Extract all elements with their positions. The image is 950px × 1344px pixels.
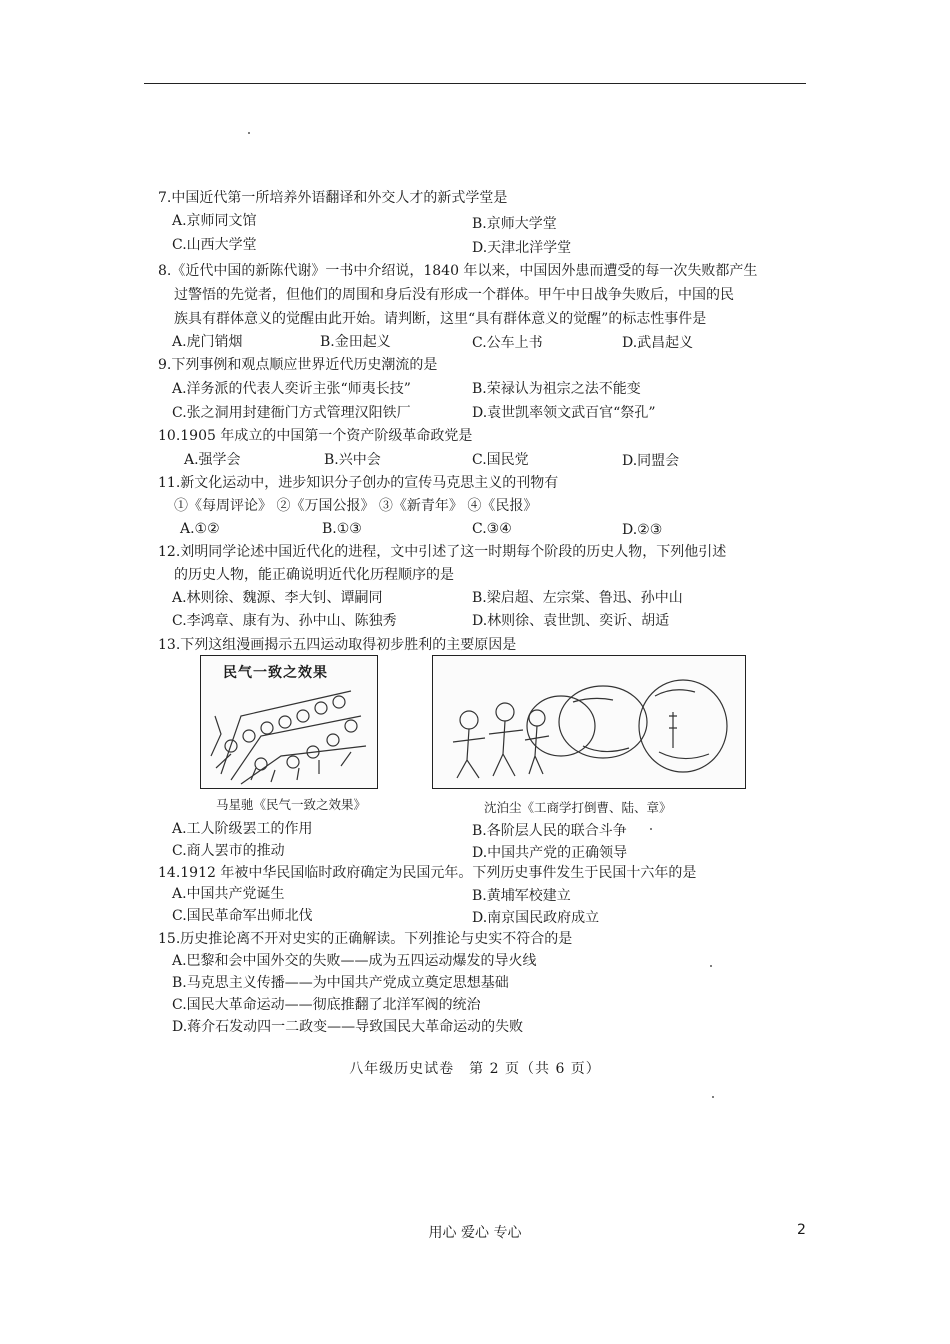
scan-speck bbox=[712, 1096, 714, 1098]
q13-option-a: A.工人阶级罢工的作用 bbox=[172, 821, 313, 837]
q9-option-a: A.洋务派的代表人奕䜣主张“师夷长技” bbox=[172, 381, 411, 397]
q8-option-d: D.武昌起义 bbox=[622, 335, 694, 351]
q11-option-d: D.②③ bbox=[622, 522, 663, 538]
q12-stem-line-2: 的历史人物，能正确说明近代化历程顺序的是 bbox=[174, 567, 454, 583]
q8-stem-line-1: 8.《近代中国的新陈代谢》一书中介绍说，1840 年以来，中国因外患而遭受的每一次失败都产生 bbox=[158, 263, 758, 279]
q12-option-b: B.梁启超、左宗棠、鲁迅、孙中山 bbox=[472, 590, 683, 606]
q12-option-d: D.林则徐、袁世凯、奕䜣、胡适 bbox=[472, 613, 670, 629]
q11-stem: 11.新文化运动中，进步知识分子创办的宣传马克思主义的刊物有 bbox=[158, 475, 559, 491]
q12-stem-line-1: 12.刘明同学论述中国近代化的进程，文中引述了这一时期每个阶段的历史人物，下列他引述 bbox=[158, 544, 727, 560]
q10-option-a: A.强学会 bbox=[184, 452, 241, 468]
q10-stem: 10.1905 年成立的中国第一个资产阶级革命政党是 bbox=[158, 428, 473, 444]
header-rule bbox=[144, 83, 806, 84]
q15-option-d: D.蒋介石发动四一二政变——导致国民大革命运动的失败 bbox=[172, 1019, 524, 1035]
q14-stem: 14.1912 年被中华民国临时政府确定为民国元年。下列历史事件发生于民国十六年的是 bbox=[158, 865, 697, 881]
q9-stem: 9.下列事例和观点顺应世界近代历史潮流的是 bbox=[158, 357, 438, 373]
q9-option-d: D.袁世凯率领文武百官“祭孔” bbox=[472, 405, 656, 421]
q9-option-c: C.张之洞用封建衙门方式管理汉阳铁厂 bbox=[172, 405, 411, 421]
q9-option-b: B.荣禄认为祖宗之法不能变 bbox=[472, 381, 641, 397]
cartoon-left bbox=[200, 655, 378, 789]
exam-footer: 八年级历史试卷 第 2 页（共 6 页） bbox=[349, 1061, 601, 1077]
q12-option-a: A.林则徐、魏源、李大钊、谭嗣同 bbox=[172, 590, 383, 606]
q8-stem-line-2: 过警悟的先觉者，但他们的周围和身后没有形成一个群体。甲午中日战争失败后，中国的民 bbox=[174, 287, 734, 303]
q8-stem-line-3: 族具有群体意义的觉醒由此开始。请判断，这里“具有群体意义的觉醒”的标志性事件是 bbox=[174, 311, 707, 327]
crowd-illustration bbox=[201, 656, 377, 788]
scan-speck bbox=[248, 132, 250, 134]
q14-option-b: B.黄埔军校建立 bbox=[472, 888, 571, 904]
q11-publications: ①《每周评论》 ②《万国公报》 ③《新青年》 ④《民报》 bbox=[174, 498, 538, 514]
q8-option-c: C.公车上书 bbox=[472, 335, 543, 351]
cartoon-left-caption: 马星驰《民气一致之效果》 bbox=[216, 797, 367, 812]
scan-speck bbox=[650, 828, 652, 830]
cartoon-right bbox=[432, 655, 746, 789]
page-number: 2 bbox=[797, 1222, 806, 1238]
q10-option-b: B.兴中会 bbox=[324, 452, 381, 468]
fists-illustration bbox=[433, 656, 745, 788]
q10-option-d: D.同盟会 bbox=[622, 453, 680, 469]
scan-speck bbox=[710, 965, 712, 967]
q7-option-b: B.京师大学堂 bbox=[472, 216, 557, 232]
q11-option-b: B.①③ bbox=[322, 521, 362, 537]
cartoon-right-caption: 沈泊尘《工商学打倒曹、陆、章》 bbox=[484, 800, 672, 815]
q15-option-b: B.马克思主义传播——为中国共产党成立奠定思想基础 bbox=[172, 975, 509, 991]
q13-option-b: B.各阶层人民的联合斗争 bbox=[472, 823, 627, 839]
bottom-note: 用心 爱心 专心 bbox=[428, 1225, 522, 1241]
q14-option-a: A.中国共产党诞生 bbox=[172, 886, 285, 902]
q11-option-a: A.①② bbox=[180, 521, 220, 537]
cartoon-left-title: 民气一致之效果 bbox=[223, 665, 328, 681]
q11-option-c: C.③④ bbox=[472, 521, 512, 537]
q15-option-a: A.巴黎和会中国外交的失败——成为五四运动爆发的导火线 bbox=[172, 953, 537, 969]
q7-stem: 7.中国近代第一所培养外语翻译和外交人才的新式学堂是 bbox=[158, 190, 508, 206]
q13-stem: 13.下列这组漫画揭示五四运动取得初步胜利的主要原因是 bbox=[158, 637, 517, 653]
q8-option-b: B.金田起义 bbox=[320, 334, 391, 350]
q14-option-d: D.南京国民政府成立 bbox=[472, 910, 600, 926]
q14-option-c: C.国民革命军出师北伐 bbox=[172, 908, 313, 924]
q10-option-c: C.国民党 bbox=[472, 452, 529, 468]
q8-option-a: A.虎门销烟 bbox=[172, 334, 243, 350]
q15-option-c: C.国民大革命运动——彻底推翻了北洋军阀的统治 bbox=[172, 997, 481, 1013]
q7-option-a: A.京师同文馆 bbox=[172, 213, 257, 229]
q13-option-c: C.商人罢市的推动 bbox=[172, 843, 285, 859]
q7-option-d: D.天津北洋学堂 bbox=[472, 240, 572, 256]
q7-option-c: C.山西大学堂 bbox=[172, 237, 257, 253]
q12-option-c: C.李鸿章、康有为、孙中山、陈独秀 bbox=[172, 613, 397, 629]
q15-stem: 15.历史推论离不开对史实的正确解读。下列推论与史实不符合的是 bbox=[158, 931, 573, 947]
q13-option-d: D.中国共产党的正确领导 bbox=[472, 845, 628, 861]
